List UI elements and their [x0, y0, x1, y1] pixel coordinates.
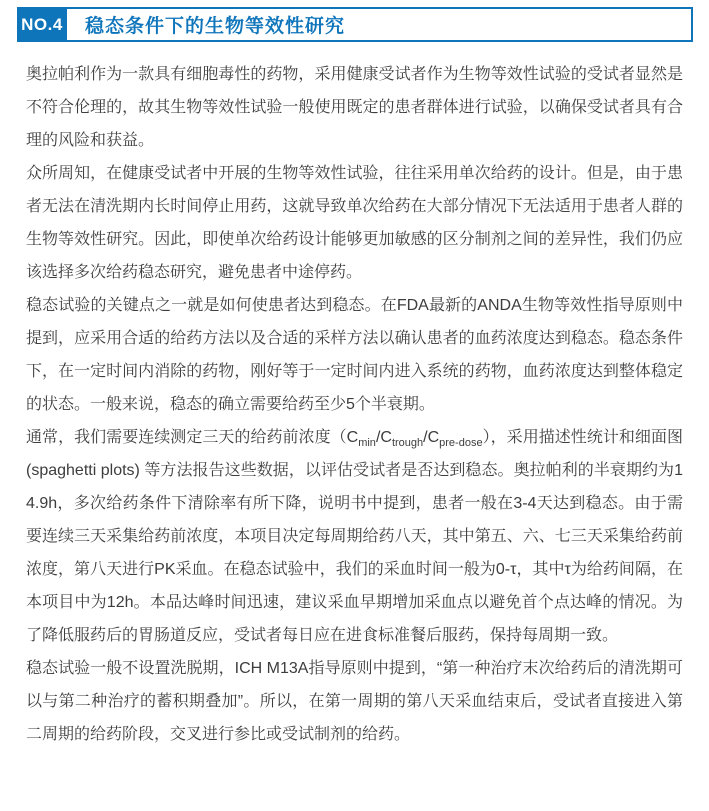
subscript: min: [358, 437, 376, 449]
section-header: [17, 7, 693, 42]
subscript: pre-dose: [439, 437, 483, 449]
paragraph: 稳态试验一般不设置洗脱期，ICH M13A指导原则中提到，“第一种治疗末次给药后的清洗期可以与第二种治疗的蓄积期叠加”。所以，在第一周期的第八天采血结束后，受试者直接进入第二周期的给药阶段，交叉进行参比或受试制剂的给药。: [26, 660, 683, 743]
paragraph: 稳态试验的关键点之一就是如何使患者达到稳态。在FDA最新的ANDA生物等效性指导原则中提到，应采用合适的给药方法以及合适的采样方法以确认患者的血药浓度达到稳态。稳态条件下，在一定时间内消除的药物，刚好等于一定时间内进入系统的药物，血药浓度达到整体稳定的状态。一般来说，稳态的确立需要给药至少5个半衰期。: [26, 297, 683, 413]
section-number-label: NO.4: [21, 14, 63, 34]
section-title: 稳态条件下的生物等效性研究: [85, 16, 346, 37]
paragraph: 众所周知，在健康受试者中开展的生物等效性试验，往往采用单次给药的设计。但是，由于患者无法在清洗期内长时间停止用药，这就导致单次给药在大部分情况下无法适用于患者人群的生物等效性研究。因此，即使单次给药设计能够更加敏感的区分制剂之间的差异性，我们仍应该选择多次给药稳态研究，避免患者中途停药。: [26, 165, 683, 281]
article-body: [26, 58, 683, 751]
subscript: trough: [391, 437, 424, 449]
section-number-badge: [17, 7, 67, 42]
paragraph: 通常，我们需要连续测定三天的给药前浓度$(C_{min}/C_{trough}/C_{pre-dose})$，采用描述性统计和细面图 (spaghetti plots) 等方法报告这些数据，以评估受试者是否达到稳态。奥拉帕利的半衰期约为14.9h，多次给药条件下清除率有所下降，说明书中提到，患者一般在3-4天达到稳态。由于需要连续三天采集给药前浓度，本项目决定每周期给药八天，其中第五、六、七三天采集给药前浓度，第八天进行PK采血。在稳态试验中，我们的采血时间一般为0-τ，其中τ为给药间隔，在本项目中为12h。本品达峰时间迅速，建议采血早期增加采血点以避免首个点达峰的情况。为了降低服药后的胃肠道反应，受试者每日应在进食标准餐后服药，保持每周期一致。: [26, 429, 683, 644]
paragraph: 奥拉帕利作为一款具有细胞毒性的药物，采用健康受试者作为生物等效性试验的受试者显然是不符合伦理的，故其生物等效性试验一般使用既定的患者群体进行试验，以确保受试者具有合理的风险和获益。: [26, 66, 683, 149]
